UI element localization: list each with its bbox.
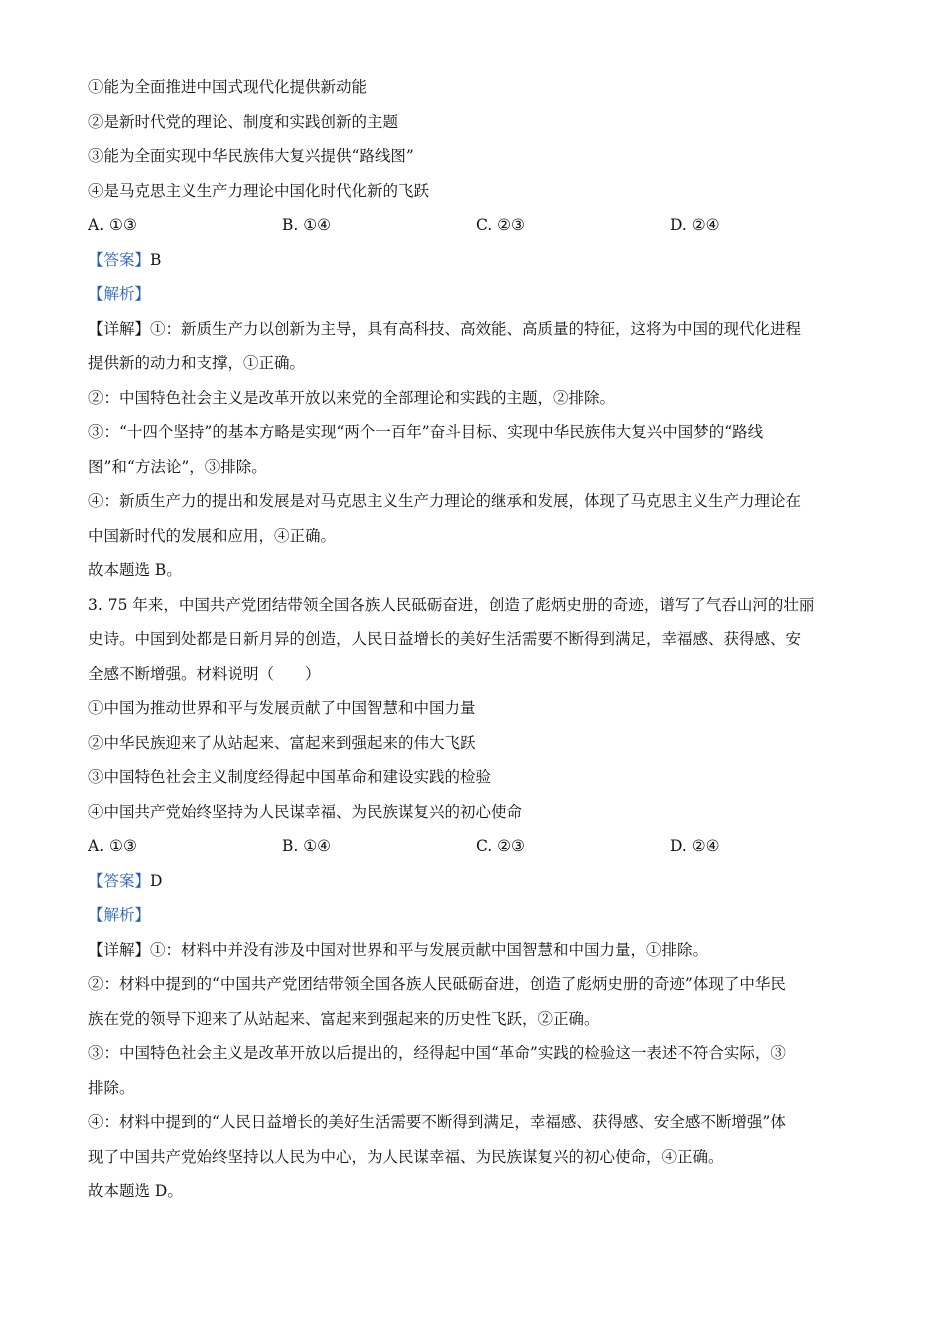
q2-option-a: A. ①③: [88, 216, 137, 234]
q2-detail-line-1: [88, 312, 868, 347]
q3-detail-tag: 【详解】: [88, 940, 151, 959]
q3-analysis-tag: 【解析】: [88, 906, 151, 924]
q3-detail-line-6: ④：材料中提到的“人民日益增长的美好生活需要不断得到满足，幸福感、获得感、安全感不断增强”体: [88, 1113, 786, 1131]
q3-detail-text-1: ①：材料中并没有涉及中国对世界和平与发展贡献中国智慧和中国力量，①排除。: [150, 940, 709, 959]
q2-detail-text-1: ①：新质生产力以创新为主导，具有高科技、高效能、高质量的特征，这将为中国的现代化进程: [150, 319, 802, 338]
q2-answer-value: B: [150, 250, 162, 269]
q2-detail-line-5: 图”和“方法论”，③排除。: [88, 457, 267, 476]
q2-item-2: ②是新时代党的理论、制度和实践创新的主题: [88, 112, 399, 131]
q3-detail-line-3: 族在党的领导下迎来了从站起来、富起来到强起来的历史性飞跃，②正确。: [88, 1009, 600, 1028]
q3-item-4: ④中国共产党始终坚持为人民谋幸福、为民族谋复兴的初心使命: [88, 802, 523, 821]
q3-detail-line-5: 排除。: [88, 1078, 135, 1097]
q2-detail-tag: 【详解】: [88, 319, 151, 338]
q3-stem-line-3: 全感不断增强。材料说明（ ）: [88, 664, 321, 683]
q2-answer-tag: 【答案】: [88, 250, 151, 269]
q3-analysis-line: [88, 898, 868, 933]
q3-option-b: B. ①④: [282, 837, 332, 855]
q3-item-2: ②中华民族迎来了从站起来、富起来到强起来的伟大飞跃: [88, 733, 476, 752]
q3-options: [88, 829, 868, 864]
q2-item-1: ①能为全面推进中国式现代化提供新动能: [88, 78, 368, 96]
q3-answer-tag: 【答案】: [88, 871, 151, 890]
q3-item-3: ③中国特色社会主义制度经得起中国革命和建设实践的检验: [88, 768, 492, 786]
q3-option-c: C. ②③: [476, 837, 525, 855]
q2-option-b: B. ①④: [282, 216, 332, 234]
q3-item-1: ①中国为推动世界和平与发展贡献了中国智慧和中国力量: [88, 699, 476, 717]
q2-answer-line: [88, 243, 868, 278]
q2-detail-line-3: ②：中国特色社会主义是改革开放以来党的全部理论和实践的主题，②排除。: [88, 388, 616, 407]
q2-item-4: ④是马克思主义生产力理论中国化时代化新的飞跃: [88, 181, 430, 200]
q3-conclusion: 故本题选 D。: [88, 1182, 183, 1200]
q2-analysis-tag: 【解析】: [88, 285, 151, 303]
document-page: [88, 70, 868, 1209]
q2-detail-line-7: 中国新时代的发展和应用，④正确。: [88, 526, 337, 545]
q3-detail-line-7: 现了中国共产党始终坚持以人民为中心，为人民谋幸福、为民族谋复兴的初心使命，④正确。: [88, 1147, 724, 1166]
q2-analysis-line: [88, 277, 868, 312]
q3-stem-line-2: 史诗。中国到处都是日新月异的创造，人民日益增长的美好生活需要不断得到满足，幸福感、获得感、安: [88, 630, 802, 648]
q2-conclusion: 故本题选 B。: [88, 561, 182, 579]
q3-option-a: A. ①③: [88, 837, 137, 855]
q2-detail-line-6: ④：新质生产力的提出和发展是对马克思主义生产力理论的继承和发展，体现了马克思主义生产力理论在: [88, 492, 802, 510]
q3-stem-line-1: 3. 75 年来，中国共产党团结带领全国各族人民砥砺奋进，创造了彪炳史册的奇迹，谱写了气吞山河的壮丽: [88, 595, 815, 614]
q2-detail-line-4: ③：“十四个坚持”的基本方略是实现“两个一百年”奋斗目标、实现中华民族伟大复兴中国梦的“路线: [88, 423, 764, 441]
q3-answer-value: D: [150, 871, 163, 890]
q3-detail-line-1: [88, 933, 868, 968]
q3-option-d: D. ②④: [670, 837, 720, 855]
q2-detail-line-2: 提供新的动力和支撑，①正确。: [88, 354, 306, 372]
q3-detail-line-4: ③：中国特色社会主义是改革开放以后提出的，经得起中国“革命”实践的检验这一表述不符合实际，③: [88, 1044, 786, 1062]
q2-item-3: ③能为全面实现中华民族伟大复兴提供“路线图”: [88, 147, 414, 165]
q3-answer-line: [88, 864, 868, 899]
q2-option-c: C. ②③: [476, 216, 525, 234]
q2-option-d: D. ②④: [670, 216, 720, 234]
q3-detail-line-2: ②：材料中提到的“中国共产党团结带领全国各族人民砥砺奋进，创造了彪炳史册的奇迹”体现了中华民: [88, 975, 786, 993]
q2-options: [88, 208, 868, 243]
